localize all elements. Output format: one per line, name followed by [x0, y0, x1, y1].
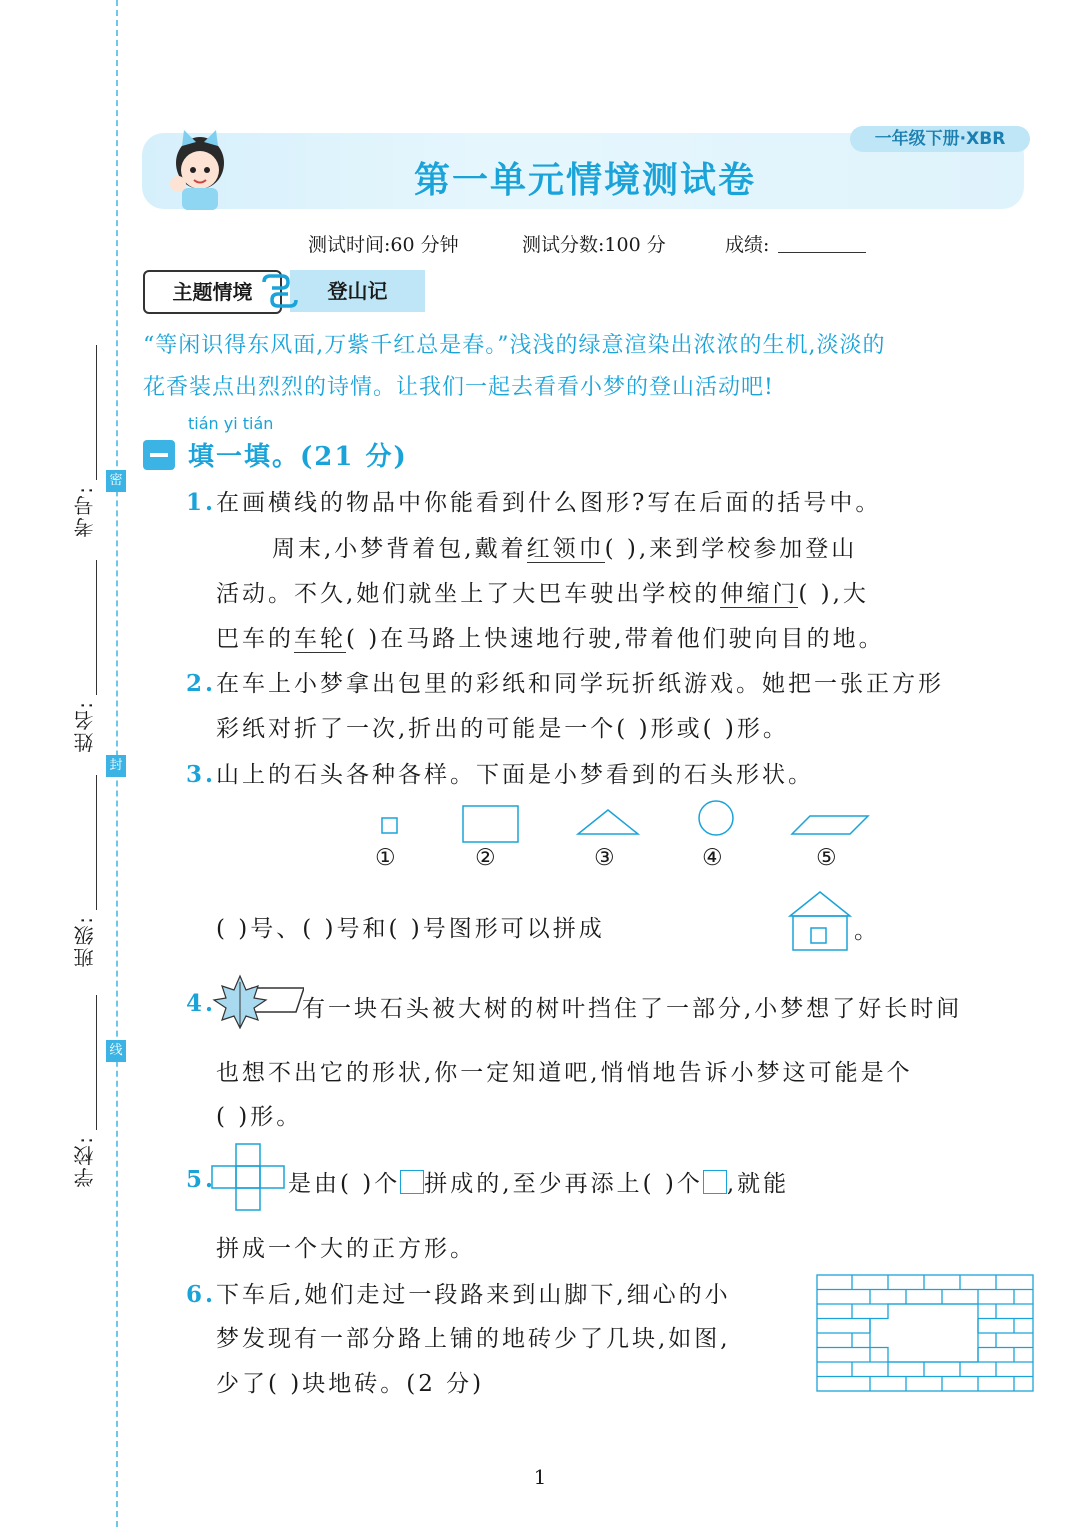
q6-number: 6.: [186, 1281, 217, 1308]
q3-label-2: ②: [475, 845, 496, 871]
q3-end: 。: [854, 918, 880, 944]
seal-char-feng: 封: [106, 755, 126, 777]
school-label: 学校:: [73, 1135, 97, 1188]
q3-text: 山上的石头各种各样。下面是小梦看到的石头形状。: [216, 762, 815, 788]
result-label: 成绩:: [725, 234, 770, 256]
q1-underlined-scarf: 红领巾: [526, 536, 605, 562]
q1-line1: [272, 530, 857, 563]
theme-intro-line1: “等闲识得东风面,万紫千红总是春。”浅浅的绿意渲染出浓浓的生机,淡淡的: [143, 333, 886, 358]
q3-line1: [186, 756, 814, 789]
house-shape-icon: [788, 890, 852, 952]
section-title: 填一填。(21 分): [188, 442, 408, 472]
q4-line3[interactable]: ( )形。: [216, 1104, 303, 1130]
q3-label-4: ④: [702, 845, 723, 871]
q6-text: 下车后,她们走过一段路来到山脚下,细心的小: [216, 1282, 731, 1308]
small-square-icon: [400, 1170, 424, 1194]
q1-underlined-gate: 伸缩门: [720, 581, 799, 607]
q2-line2[interactable]: 彩纸对折了一次,折出的可能是一个( )形或( )形。: [216, 716, 789, 742]
q5-blank-1[interactable]: 是由( )个: [288, 1171, 401, 1197]
q1-blank-3[interactable]: ( )在马路上快速地行驶,带着他们驶向目的地。: [346, 626, 885, 652]
exam-no-line: [96, 345, 97, 480]
q1-line1-text: 周末,小梦背着包,戴着: [272, 536, 527, 562]
class-label: 班级:: [73, 915, 97, 968]
parallelogram-shape: [792, 816, 868, 834]
q2-line1: [186, 665, 944, 698]
q4-line1: 有一块石头被大树的树叶挡住了一部分,小梦想了好长时间: [302, 996, 963, 1022]
q1-blank-1[interactable]: ( ),来到学校参加登山: [604, 536, 858, 562]
q3-label-3: ③: [594, 845, 615, 871]
chain-link-icon: [258, 272, 302, 310]
q5-line1: [288, 1165, 789, 1198]
test-score-total: 测试分数:100 分: [522, 234, 666, 256]
triangle-shape: [578, 810, 638, 834]
q2-number: 2.: [186, 670, 217, 697]
grade-tag: 一年级下册·XBR: [850, 126, 1030, 152]
leaf-covered-stone-icon: [212, 970, 304, 1032]
q1-line3: [216, 620, 885, 653]
small-square-shape: [382, 818, 397, 833]
page-number: 1: [533, 1465, 547, 1489]
q3-label-5: ⑤: [816, 845, 837, 871]
exam-no-label: 考号:: [73, 485, 97, 538]
q3-number: 3.: [186, 761, 217, 788]
q5-line1-end: ,就能: [726, 1171, 790, 1197]
theme-label: 主题情境: [143, 270, 282, 314]
q4-line2: 也想不出它的形状,你一定知道吧,悄悄地告诉小梦这可能是个: [216, 1060, 913, 1086]
rectangle-shape: [463, 806, 518, 842]
name-label: 姓名:: [73, 700, 97, 753]
q1-line2-text: 活动。不久,她们就坐上了大巴车驶出学校的: [216, 581, 721, 607]
circle-shape: [699, 801, 733, 835]
small-square-icon-2: [703, 1170, 727, 1194]
theme-intro-line2: 花香装点出烈烈的诗情。让我们一起去看看小梦的登山活动吧!: [143, 375, 774, 400]
q1-prompt: [186, 484, 881, 517]
q3-shapes: [360, 800, 880, 880]
q1-blank-2[interactable]: ( ),大: [798, 581, 869, 607]
section-number-badge: [143, 440, 175, 470]
result-blank[interactable]: [778, 252, 866, 253]
seal-char-xian: 线: [106, 1040, 126, 1062]
q5-number: 5.: [186, 1166, 217, 1193]
q5-blank-2[interactable]: 拼成的,至少再添上( )个: [424, 1171, 703, 1197]
class-line: [96, 775, 97, 910]
section-pinyin: tián yi tián: [188, 414, 274, 433]
q1-line2: [216, 575, 869, 608]
q1-text: 在画横线的物品中你能看到什么图形?写在后面的括号中。: [216, 490, 882, 516]
q6-line3[interactable]: 少了( )块地砖。(2 分): [216, 1371, 485, 1397]
q6-line2: 梦发现有一部分路上铺的地砖少了几块,如图,: [216, 1326, 731, 1352]
q2-text: 在车上小梦拿出包里的彩纸和同学玩折纸游戏。她把一张正方形: [216, 671, 945, 697]
q3-label-1: ①: [375, 845, 396, 871]
theme-name: 登山记: [290, 270, 425, 312]
name-line: [96, 560, 97, 695]
school-line: [96, 995, 97, 1130]
q4-number: 4.: [186, 990, 217, 1017]
q1-line3-text: 巴车的: [216, 626, 294, 652]
q3-answer[interactable]: ( )号、( )号和( )号图形可以拼成: [216, 916, 605, 942]
brick-wall-figure: [816, 1274, 1034, 1392]
test-time: 测试时间:60 分钟: [308, 234, 459, 256]
q1-number: 1.: [186, 489, 217, 516]
seal-char-mi: 密: [106, 470, 126, 492]
cross-squares-icon: [208, 1140, 288, 1214]
q5-line2: 拼成一个大的正方形。: [216, 1236, 476, 1262]
q6-line1: [186, 1276, 731, 1309]
q1-underlined-wheel: 车轮: [294, 626, 346, 652]
page-title: 第一单元情境测试卷: [413, 160, 756, 201]
